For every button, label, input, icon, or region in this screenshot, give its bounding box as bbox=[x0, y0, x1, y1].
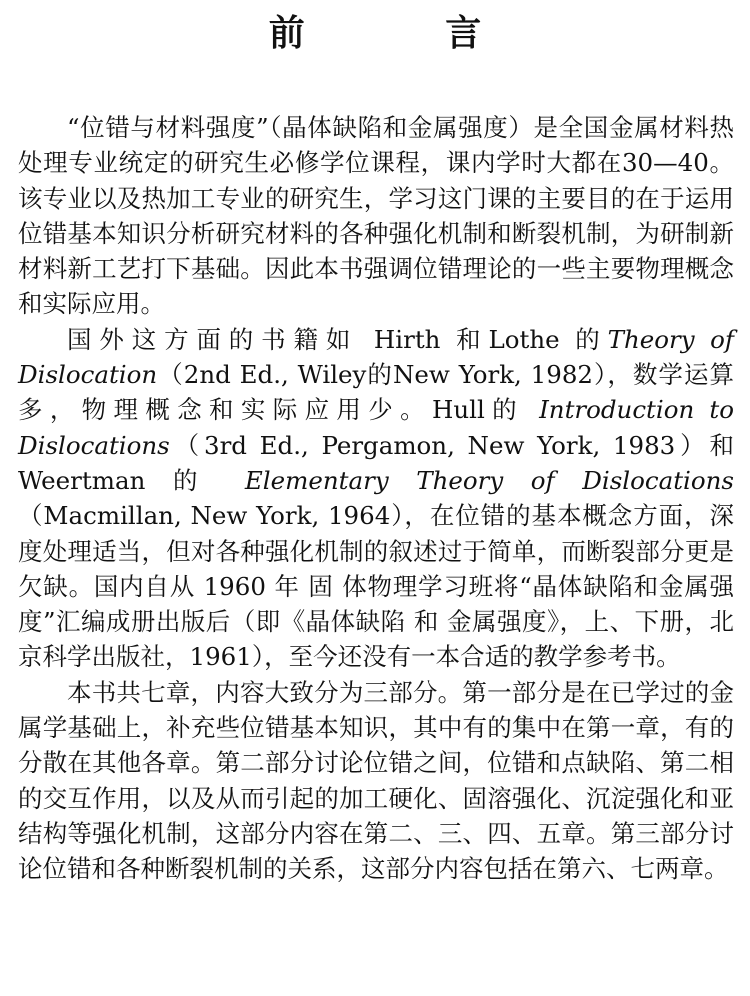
book-title-hull: Introduction to Dislocations bbox=[18, 395, 734, 460]
book-title-weertman: Elementary Theory of Dislocations bbox=[244, 465, 734, 495]
preface-body bbox=[18, 110, 734, 887]
paragraph-2-text-g: （Macmillan, New York, 1964），在位错的基本概念方面，深度处理适当，但对各种强化机制的叙述过于简单，而断裂部分更是欠缺。国内自从 1960 年 固 体物理学习班将“晶体缺陷和金属强度”汇编成册出版后（即《晶体缺陷 和 金属强度》，上、下册，北京科学出版社，1961），至今还没有一本合适的教学参考书。 bbox=[18, 501, 734, 672]
page-title: 前 言 bbox=[268, 13, 546, 54]
paragraph-1: “位错与材料强度”（晶体缺陷和金属强度）是全国金属材料热处理专业统定的研究生必修学位课程，课内学时大都在30—40。该专业以及热加工专业的研究生，学习这门课的主要目的在于运用位错基本知识分析研究材料的各种强化机制和断裂机制，为研制新材料新工艺打下基础。因此本书强调位错理论的一些主要物理概念和实际应用。 bbox=[18, 113, 734, 319]
paragraph-2-text-e: （3rd Ed., Pergamon, New York, 1983）和 Weertman 的 bbox=[18, 430, 734, 495]
book-title-hirth-lothe: Theory of Dislocation bbox=[18, 324, 734, 390]
paragraph-2-text-c: （2nd Ed., Wiley的New York, 1982），数学运算多，物理概念和实际应用少。Hull的 bbox=[18, 360, 734, 425]
paragraph-2-text-a: 国外这方面的书籍如 Hirth 和Lothe 的 bbox=[67, 324, 608, 354]
paragraph-2 bbox=[18, 322, 734, 675]
paragraph-3: 本书共七章，内容大致分为三部分。第一部分是在已学过的金属学基础上，补充些位错基本知识，其中有的集中在第一章，有的分散在其他各章。第二部分讨论位错之间，位错和点缺陷、第二相的交互作用，以及从而引起的加工硬化、固溶强化、沉淀强化和亚结构等强化机制，这部分内容在第二、三、四、五章。第三部分讨论位错和各种断裂机制的关系，这部分内容包括在第六、七两章。 bbox=[18, 677, 734, 884]
